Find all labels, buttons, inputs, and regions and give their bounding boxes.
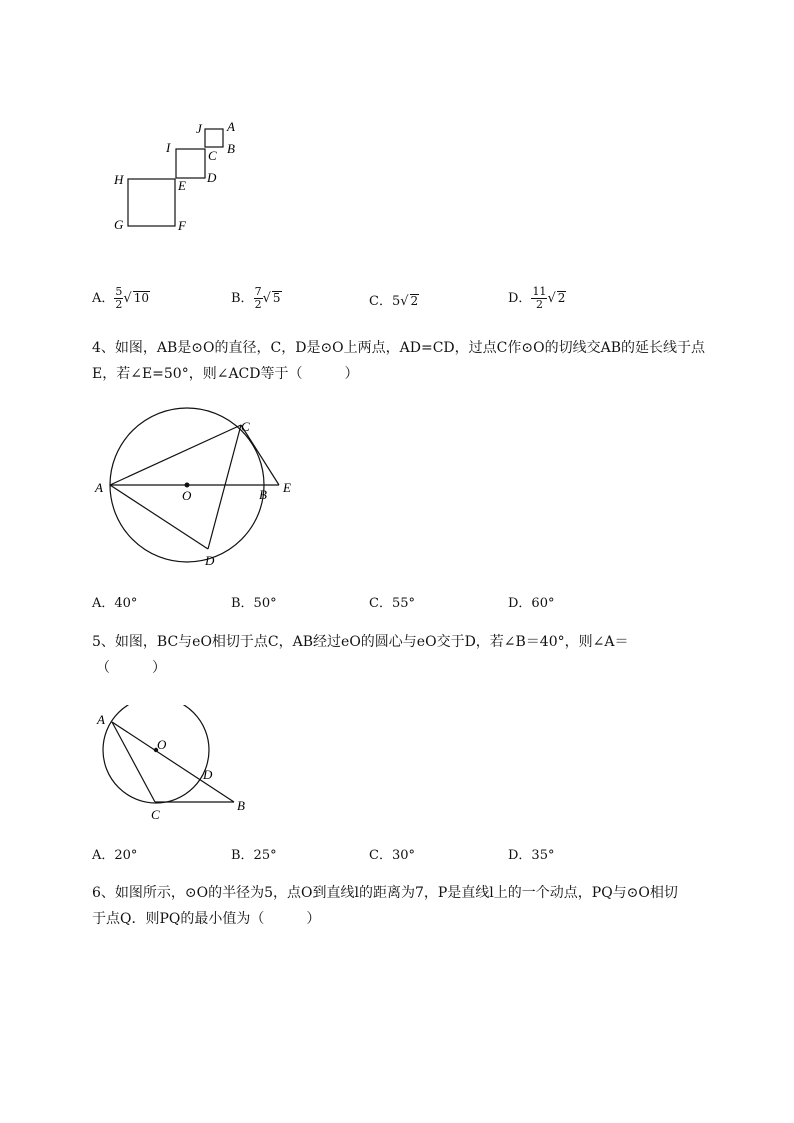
q5-option-a[interactable]: A．20°: [92, 848, 138, 863]
q3-option-b[interactable]: B． $\frac{7}{2}$ √ 5: [231, 285, 281, 311]
q4-text-line1: 4、如图，AB是⊙O的直径，C，D是⊙O上两点，AD=CD，过点C作⊙O的切线交AB的延长线于点: [92, 340, 705, 356]
label-A: A: [97, 712, 105, 727]
circle-o: [103, 705, 209, 803]
q4-option-b[interactable]: B．50°: [231, 596, 277, 611]
label-G: G: [114, 217, 124, 232]
label-A: A: [95, 480, 103, 495]
q6-text-line1: 6、如图所示，⊙O的半径为5，点O到直线l的距离为7，P是直线l上的一个动点，PQ与⊙O相切: [92, 885, 678, 901]
fraction: $\frac{5}{2}$: [115, 285, 123, 311]
fraction: $\frac{7}{2}$: [254, 285, 262, 311]
square-cdei: [176, 149, 205, 178]
label-C: C: [241, 419, 250, 434]
q5-text-line1: 5、如图，BC与eO相切于点C，AB经过eO的圆心与eO交于D，若∠B＝40°，则∠A＝: [92, 634, 629, 650]
center-point: [185, 483, 190, 488]
label-C: C: [208, 148, 217, 163]
tangent-ce: [241, 425, 279, 485]
q3-option-c[interactable]: C．5√ 2: [369, 294, 419, 309]
q5-option-c[interactable]: C．30°: [369, 848, 415, 863]
label-F: F: [178, 218, 186, 233]
fraction: $\frac{11}{2}$: [532, 285, 547, 311]
label-D: D: [207, 170, 217, 185]
label-D: D: [203, 767, 213, 782]
q4-option-d[interactable]: D．60°: [508, 596, 555, 611]
label-E: E: [283, 480, 291, 495]
q5-option-d[interactable]: D．35°: [508, 848, 555, 863]
segment-cd: [208, 425, 241, 549]
label-J: J: [196, 121, 202, 136]
label-E: E: [178, 178, 186, 193]
label-O: O: [182, 488, 192, 503]
q4-text-line2: E，若∠E=50°，则∠ACD等于（ ）: [92, 366, 359, 382]
label-I: I: [166, 140, 171, 155]
label-D: D: [205, 553, 215, 568]
q6-text-line2: 于点Q．则PQ的最小值为（ ）: [92, 911, 321, 927]
q4-option-a[interactable]: A．40°: [92, 596, 138, 611]
q5-circle-figure: [90, 705, 255, 825]
label-O: O: [157, 737, 167, 752]
segment-ac: [112, 722, 155, 802]
label-H: H: [114, 172, 124, 187]
square-abcj: [205, 129, 223, 147]
q3-option-d[interactable]: D． $\frac{11}{2}$ √ 2: [508, 285, 566, 311]
segment-ad: [110, 485, 208, 549]
q5-text-line2: （ ）: [96, 660, 166, 676]
q4-circle-figure: [90, 400, 310, 575]
q4-option-c[interactable]: C．55°: [369, 596, 415, 611]
q3-squares-figure: [100, 115, 260, 240]
line-ab: [112, 722, 234, 802]
square-efgh: [128, 179, 175, 226]
label-C: C: [151, 807, 160, 822]
q5-option-b[interactable]: B．25°: [231, 848, 277, 863]
label-B: B: [227, 141, 235, 156]
label-B: B: [259, 487, 267, 502]
q3-option-a[interactable]: A． $\frac{5}{2}$ √ 10: [92, 285, 149, 311]
label-B: B: [237, 798, 245, 813]
label-A: A: [227, 119, 235, 134]
